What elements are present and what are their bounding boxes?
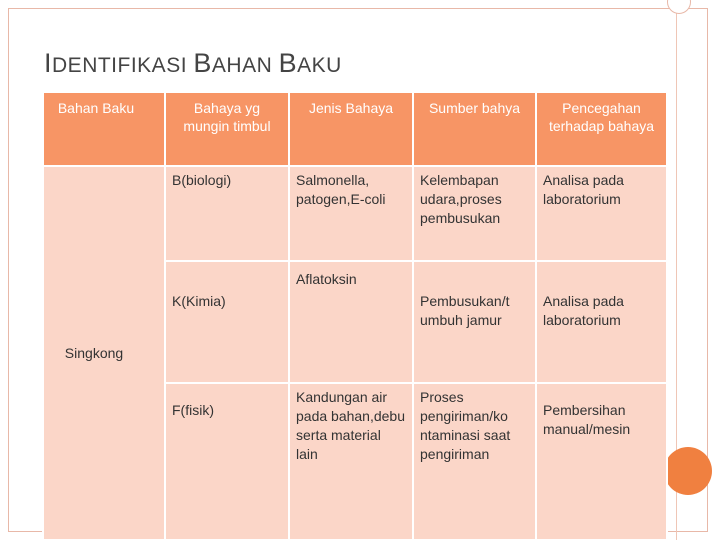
- header-sumber: Sumber bahya: [413, 92, 536, 166]
- table-row: [43, 166, 667, 261]
- cell-bahaya: [165, 261, 289, 383]
- header-pencegahan: Pencegahan terhadap bahaya: [536, 92, 667, 166]
- cell-pencegahan: Analisa pada laboratorium: [536, 166, 667, 261]
- table-header-row: [43, 92, 667, 166]
- header-bahaya: Bahaya yg mungin timbul: [165, 92, 289, 166]
- cell-pencegahan: Analisa pada laboratorium: [536, 261, 667, 383]
- cell-jenis: Salmonella, patogen,E-coli: [289, 166, 413, 261]
- cell-jenis-text: Aflatoksin: [296, 271, 357, 287]
- cell-bahaya-text: K(Kimia): [172, 293, 226, 309]
- cell-bahaya: B(biologi): [165, 166, 289, 261]
- decorative-circle-accent: [664, 447, 712, 495]
- hazard-table: [42, 91, 668, 541]
- cell-sumber: Proses pengiriman/ko ntaminasi saat pengiriman: [413, 383, 536, 540]
- cell-jenis: [289, 261, 413, 383]
- cell-bahan-singkong: Singkong: [43, 166, 165, 540]
- cell-pencegahan: Pembersihan manual/mesin: [536, 383, 667, 540]
- cell-jenis: Kandungan air pada bahan,debu serta material lain: [289, 383, 413, 540]
- cell-bahaya: F(fisik): [165, 383, 289, 540]
- cell-sumber: Pembusukan/t umbuh jamur: [413, 261, 536, 383]
- cell-sumber: Kelembapan udara,proses pembusukan: [413, 166, 536, 261]
- header-jenis-bahaya: Jenis Bahaya: [289, 92, 413, 166]
- slide-title: IDENTIFIKASI BAHAN BAKU: [44, 48, 342, 78]
- header-bahan-baku: Bahan Baku: [43, 92, 165, 166]
